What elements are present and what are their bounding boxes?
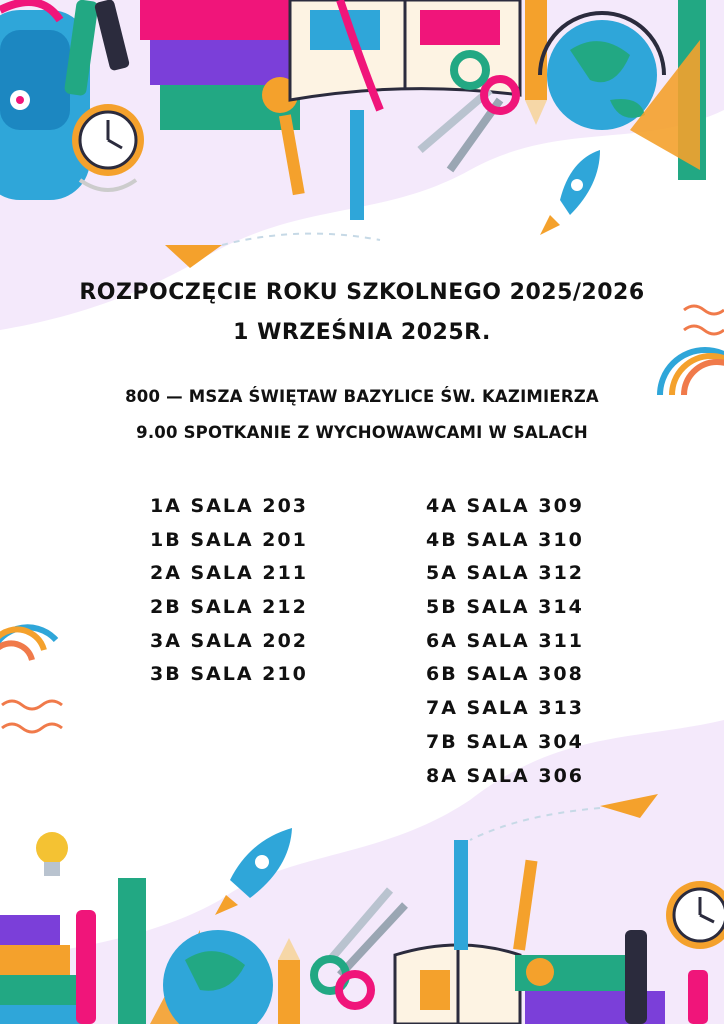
open-book-bottom-icon — [395, 945, 520, 1024]
room-entry: 6A SALA 311 — [426, 629, 585, 652]
room-entry: 7B SALA 304 — [426, 730, 584, 753]
meeting-schedule-line: 9.00 SPOTKANIE Z WYCHOWAWCAMI W SALACH — [136, 423, 588, 442]
room-entry: 5A SALA 312 — [426, 562, 585, 585]
books-icon — [140, 0, 300, 130]
room-entry: 6B SALA 308 — [426, 663, 584, 686]
room-entry: 3B SALA 210 — [150, 663, 308, 686]
room-entry: 7A SALA 313 — [426, 697, 585, 720]
pen-bottom-icon — [76, 910, 96, 1024]
room-entry: 2A SALA 211 — [150, 562, 309, 585]
mass-schedule-line: 800 — MSZA ŚWIĘTAW BAZYLICE ŚW. KAZIMIERZA — [125, 387, 599, 406]
rainbow-left-icon — [0, 627, 62, 732]
room-list-left — [150, 490, 308, 692]
room-entry: 8A SALA 306 — [426, 764, 585, 787]
light-bulb-icon — [36, 832, 68, 876]
room-entry: 4A SALA 309 — [426, 495, 585, 517]
room-entry: 1B SALA 201 — [150, 528, 308, 551]
room-entry: 4B SALA 310 — [426, 528, 584, 551]
room-list-right — [426, 490, 584, 793]
room-entry: 3A SALA 202 — [150, 629, 309, 652]
room-entry: 1A SALA 203 — [150, 495, 309, 517]
room-entry: 5B SALA 314 — [426, 596, 584, 619]
rocket-icon — [540, 150, 600, 235]
poster-date: 1 WRZEŚNIA 2025R. — [233, 320, 491, 345]
poster-title: ROZPOCZĘCIE ROKU SZKOLNEGO 2025/2026 — [79, 280, 645, 305]
room-entry: 2B SALA 212 — [150, 596, 308, 619]
